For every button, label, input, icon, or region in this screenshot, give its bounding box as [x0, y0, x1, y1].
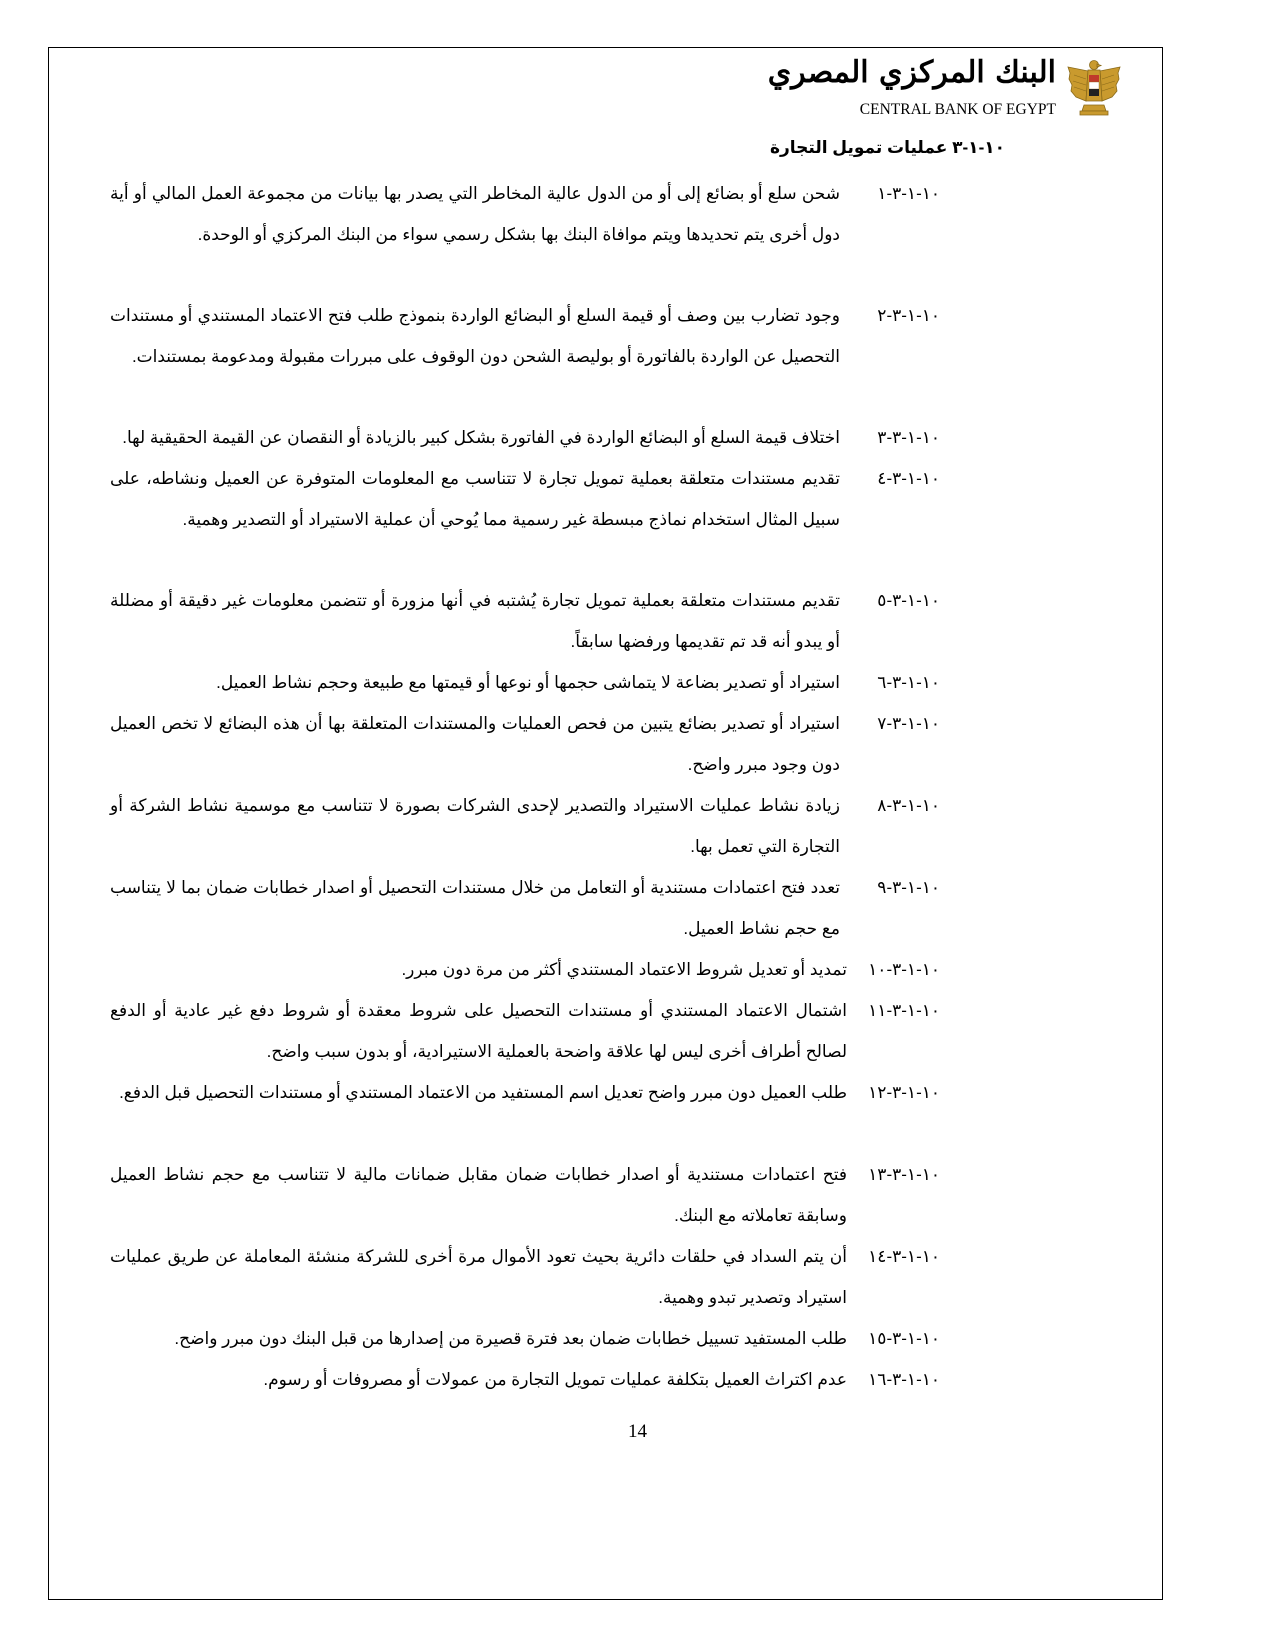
list-item	[110, 1072, 940, 1113]
list-item	[110, 580, 940, 662]
item-number: ١٠-١-٣-٩	[877, 878, 940, 897]
item-text: اختلاف قيمة السلع أو البضائع الواردة في الفاتورة بشكل كبير بالزيادة أو النقصان عن القيمة الحقيقية لها.	[122, 428, 840, 447]
logo-english-text: CENTRAL BANK OF EGYPT	[859, 101, 1056, 118]
list-item	[110, 949, 940, 990]
list-item	[110, 173, 940, 255]
item-number: ١٠-١-٣-١٢	[868, 1083, 940, 1102]
list-item	[110, 662, 940, 703]
item-text: اشتمال الاعتماد المستندي أو مستندات التحصيل على شروط معقدة أو شروط دفع غير عادية أو الدفع لصالح أطراف أخرى ليس لها علاقة واضحة بالعملية الاستيرادية، أو بدون سبب واضح.	[110, 1001, 847, 1061]
item-text: تعدد فتح اعتمادات مستندية أو التعامل من خلال مستندات التحصيل أو اصدار خطابات ضمان بما لا يتناسب مع حجم نشاط العميل.	[110, 878, 840, 938]
item-number: ١٠-١-٣-٤	[877, 469, 940, 488]
list-item	[110, 1318, 940, 1359]
list-item	[110, 417, 940, 458]
list-item	[110, 703, 940, 785]
item-text: عدم اكتراث العميل بتكلفة عمليات تمويل التجارة من عمولات أو مصروفات أو رسوم.	[263, 1370, 847, 1389]
item-number: ١٠-١-٣-١١	[868, 1001, 940, 1020]
item-number: ١٠-١-٣-٢	[877, 306, 940, 325]
list-item	[110, 867, 940, 949]
page-number: 14	[628, 1421, 647, 1442]
item-text: وجود تضارب بين وصف أو قيمة السلع أو البضائع الواردة بنموذج طلب فتح الاعتماد المستندي أو مستندات التحصيل عن الواردة بالفاتورة أو بوليصة الشحن دون الوقوف على مبررات مقبولة ومدعومة بمستندات.	[110, 306, 840, 366]
item-number: ١٠-١-٣-١٦	[868, 1370, 940, 1389]
item-number: ١٠-١-٣-٦	[877, 673, 940, 692]
item-text: طلب المستفيد تسييل خطابات ضمان بعد فترة قصيرة من إصدارها من قبل البنك دون مبرر واضح.	[174, 1329, 847, 1348]
list-item	[110, 295, 940, 377]
item-number: ١٠-١-٣-٧	[877, 714, 940, 733]
list-item	[110, 990, 940, 1072]
item-number: ١٠-١-٣-٣	[877, 428, 940, 447]
item-text: تقديم مستندات متعلقة بعملية تمويل تجارة يُشتبه في أنها مزورة أو تتضمن معلومات غير دقيقة أو مضللة أو يبدو أنه قد تم تقديمها ورفضها سابقاً.	[110, 591, 840, 651]
item-number: ١٠-١-٣-٥	[877, 591, 940, 610]
item-text: زيادة نشاط عمليات الاستيراد والتصدير لإحدى الشركات بصورة لا تتناسب مع موسمية نشاط الشركة أو التجارة التي تعمل بها.	[110, 796, 840, 856]
item-text: تقديم مستندات متعلقة بعملية تمويل تجارة لا تتناسب مع المعلومات المتوفرة عن العميل ونشاطه، على سبيل المثال استخدام نماذج مبسطة غير رسمية مما يُوحي أن عملية الاستيراد أو التصدير وهمية.	[110, 469, 840, 529]
central-bank-logo	[767, 55, 1122, 125]
item-text: أن يتم السداد في حلقات دائرية بحيث تعود الأموال مرة أخرى للشركة منشئة المعاملة عن طريق عمليات استيراد وتصدير تبدو وهمية.	[110, 1247, 847, 1307]
item-number: ١٠-١-٣-٨	[877, 796, 940, 815]
item-number: ١٠-١-٣-١٣	[868, 1165, 940, 1184]
item-text: تمديد أو تعديل شروط الاعتماد المستندي أكثر من مرة دون مبرر.	[401, 960, 847, 979]
item-number: ١٠-١-٣-١٥	[868, 1329, 940, 1348]
item-text: شحن سلع أو بضائع إلى أو من الدول عالية المخاطر التي يصدر بها بيانات من مجموعة العمل المالي أو أية دول أخرى يتم تحديدها ويتم موافاة البنك بها بشكل رسمي سواء من البنك المركزي أو الوحدة.	[110, 184, 840, 244]
eagle-emblem-icon	[1066, 57, 1122, 119]
item-number: ١٠-١-٣-١	[877, 184, 940, 203]
item-text: فتح اعتمادات مستندية أو اصدار خطابات ضمان مقابل ضمانات مالية لا تتناسب مع حجم نشاط العميل وسابقة تعاملاته مع البنك.	[110, 1165, 847, 1225]
list-item	[110, 458, 940, 540]
list-item	[110, 785, 940, 867]
logo-arabic-text: البنك المركزي المصري	[767, 55, 1056, 90]
list-item	[110, 1154, 940, 1236]
item-text: استيراد أو تصدير بضائع يتبين من فحص العمليات والمستندات المتعلقة بها أن هذه البضائع لا تخص العميل دون وجود مبرر واضح.	[110, 714, 840, 774]
section-heading: ١٠-١-٣ عمليات تمويل التجارة	[769, 138, 1005, 157]
item-text: استيراد أو تصدير بضاعة لا يتماشى حجمها أو نوعها أو قيمتها مع طبيعة وحجم نشاط العميل.	[216, 673, 840, 692]
list-item	[110, 1236, 940, 1318]
item-number: ١٠-١-٣-١٤	[868, 1247, 940, 1266]
item-number: ١٠-١-٣-١٠	[868, 960, 940, 979]
list-item	[110, 1359, 940, 1400]
item-text: طلب العميل دون مبرر واضح تعديل اسم المستفيد من الاعتماد المستندي أو مستندات التحصيل قبل الدفع.	[119, 1083, 847, 1102]
